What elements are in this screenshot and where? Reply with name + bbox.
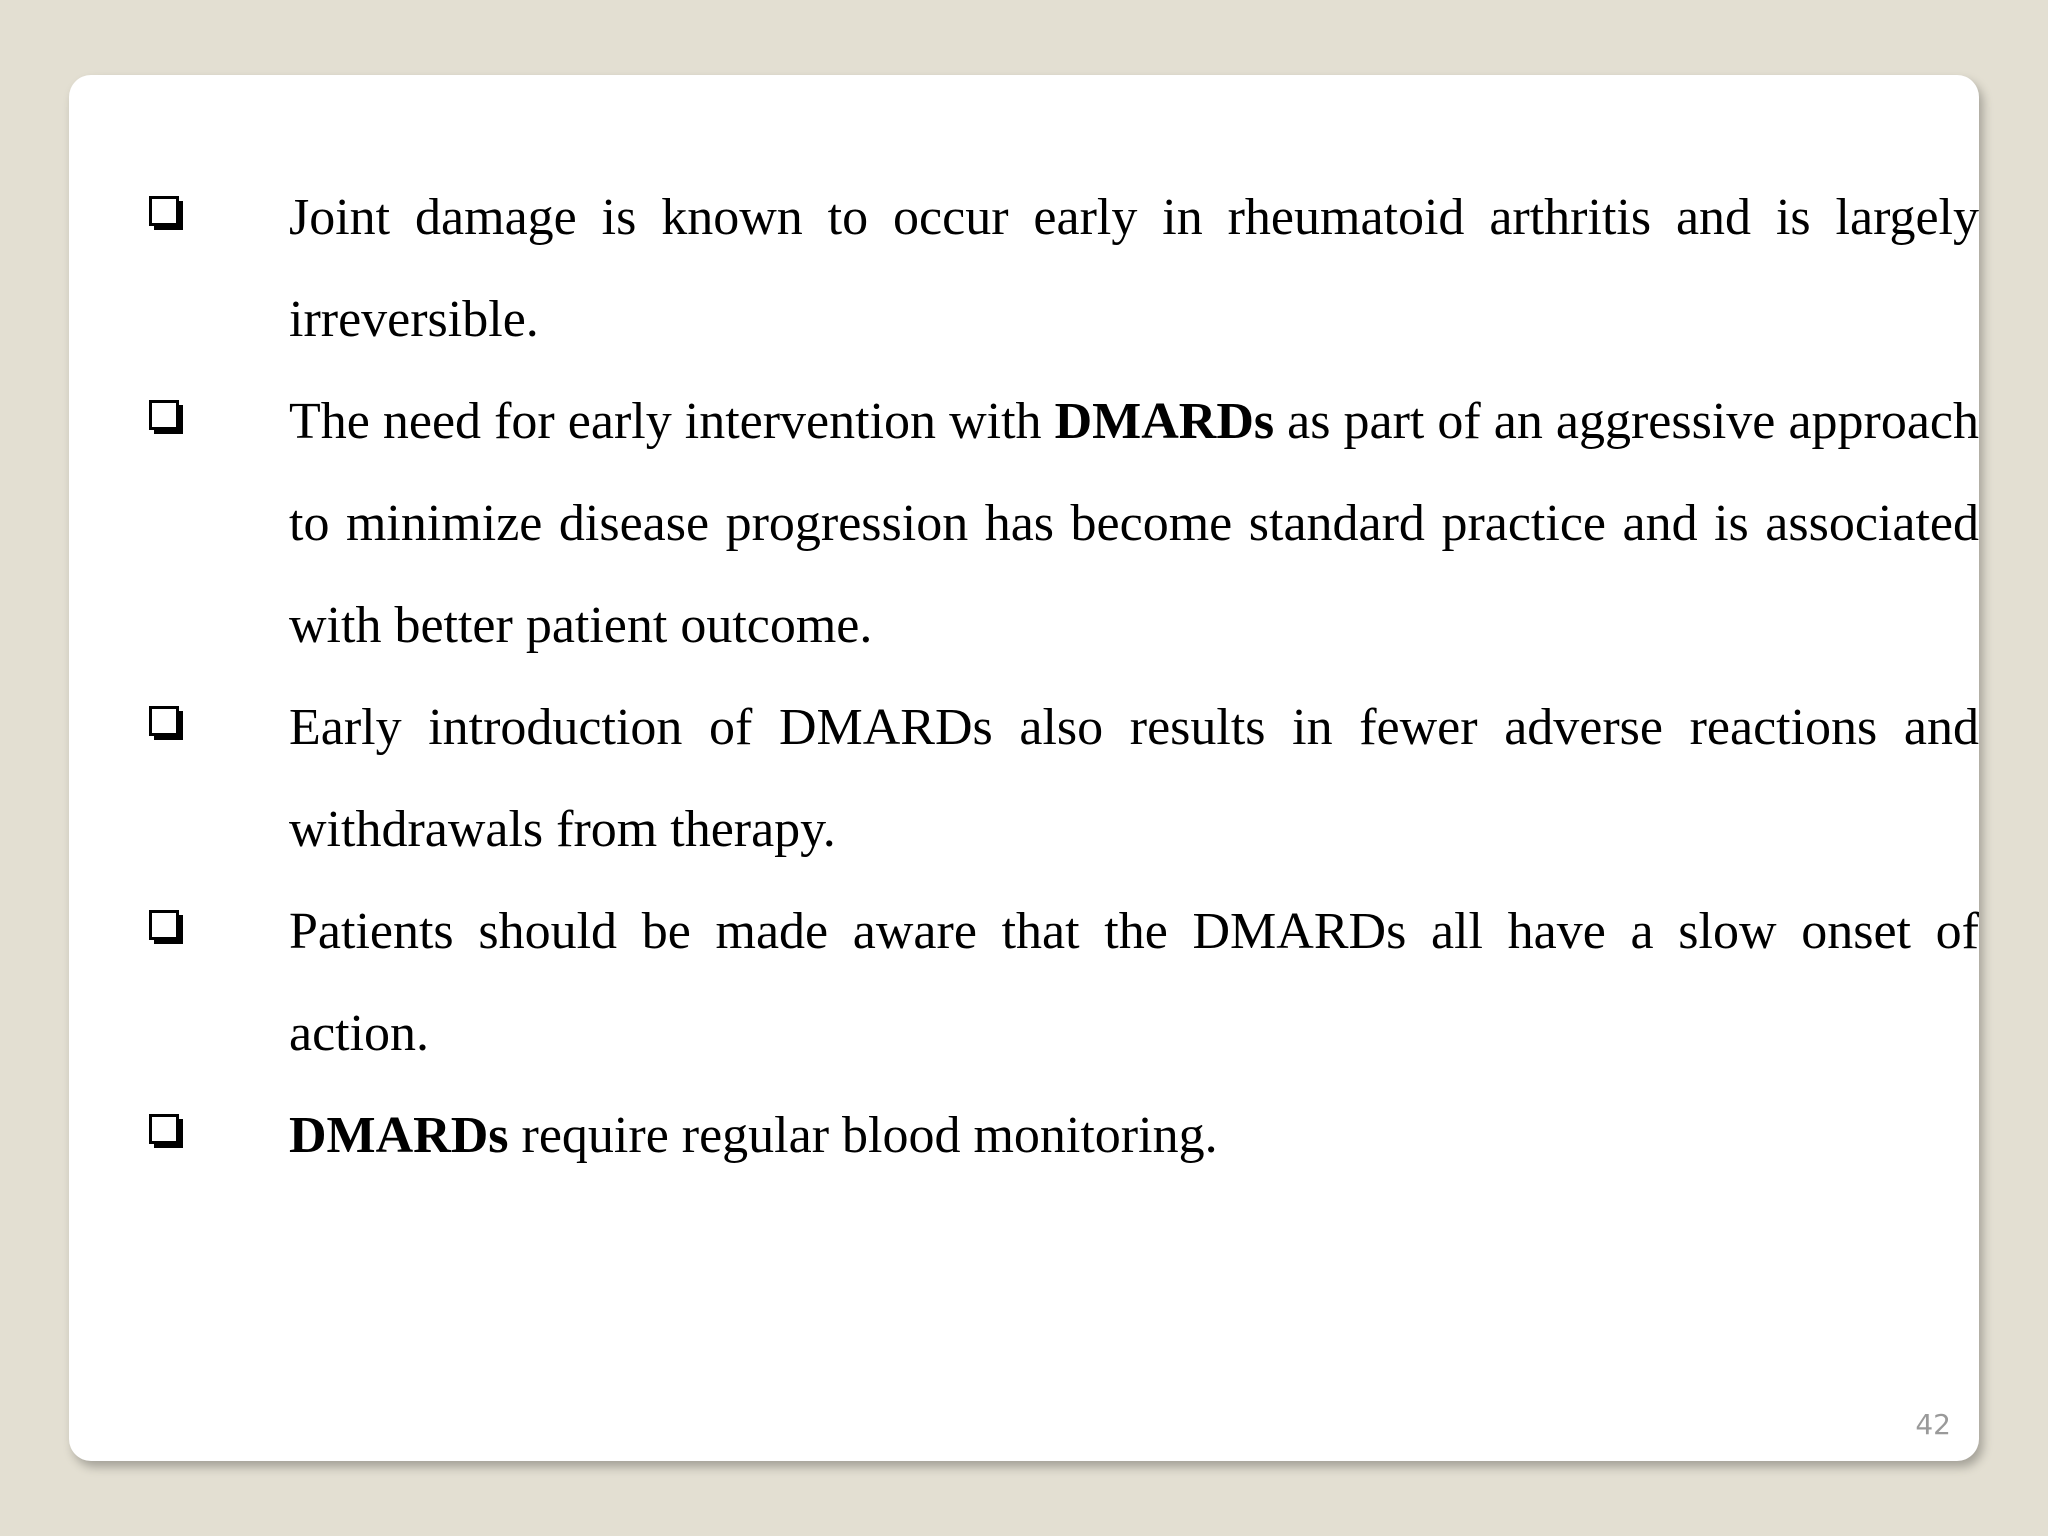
bullet-text-segment: require regular blood monitoring. bbox=[508, 1107, 1218, 1164]
bullet-text-segment: Patients should be made aware that the DMARDs all have a slow onset of action. bbox=[289, 903, 1979, 1062]
checkbox-square-icon bbox=[149, 196, 183, 230]
bullet-text-bold-term: DMARDs bbox=[289, 1107, 509, 1164]
bullet-text bbox=[289, 167, 1979, 371]
checkbox-square-icon bbox=[149, 400, 183, 434]
bullet-text bbox=[289, 677, 1979, 881]
bullet-item bbox=[149, 167, 1979, 371]
bullet-text-segment: The need for early intervention with bbox=[289, 393, 1055, 450]
bullet-text bbox=[289, 1085, 1979, 1187]
bullet-text-segment: as part of an aggressive approach to minimize disease progression has become standard practice and is associated with better patient outcome. bbox=[289, 393, 1979, 654]
bullet-text bbox=[289, 881, 1979, 1085]
bullet-list bbox=[149, 167, 1979, 1187]
bullet-text-bold-term: DMARDs bbox=[1054, 393, 1275, 450]
checkbox-square-icon bbox=[149, 1114, 183, 1148]
checkbox-square-icon bbox=[149, 910, 183, 944]
checkbox-square-icon bbox=[149, 706, 183, 740]
bullet-item bbox=[149, 881, 1979, 1085]
bullet-text-segment: Early introduction of DMARDs also results in fewer adverse reactions and withdrawals from therapy. bbox=[289, 699, 1979, 858]
bullet-item bbox=[149, 677, 1979, 881]
bullet-text bbox=[289, 371, 1979, 677]
bullet-item bbox=[149, 371, 1979, 677]
page-number: 42 bbox=[1915, 1408, 1951, 1441]
bullet-text-segment: Joint damage is known to occur early in rheumatoid arthritis and is largely irreversible. bbox=[289, 189, 1979, 348]
slide bbox=[69, 75, 1979, 1461]
bullet-item bbox=[149, 1085, 1979, 1187]
